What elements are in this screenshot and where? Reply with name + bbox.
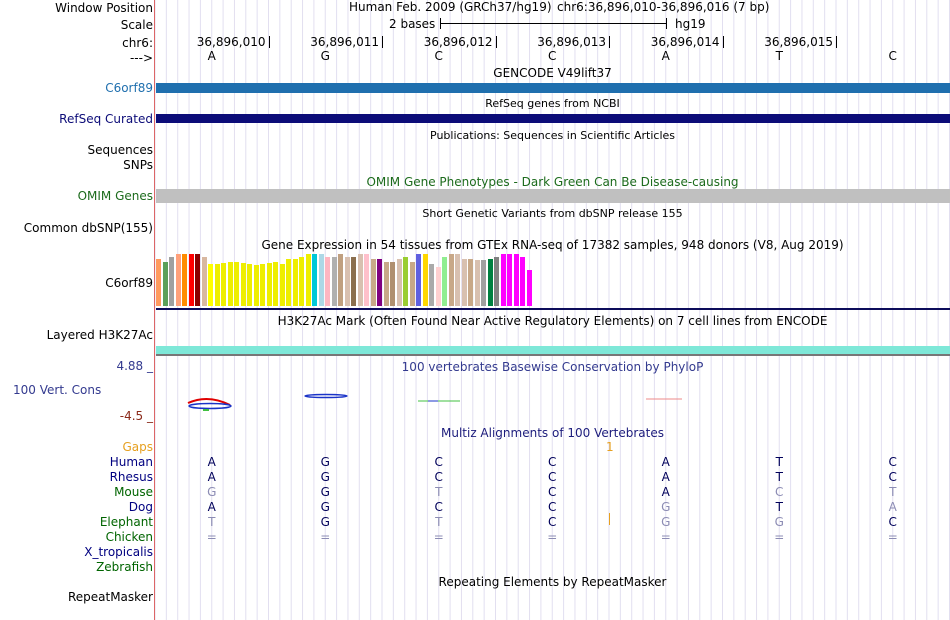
phylop-plot[interactable] <box>156 390 950 420</box>
aligned-base: C <box>548 485 557 499</box>
gtex-tissue-bar[interactable] <box>293 259 298 306</box>
omim-label[interactable]: OMIM Genes <box>77 189 153 203</box>
aligned-base: G <box>207 485 217 499</box>
species-label[interactable]: Dog <box>128 500 153 514</box>
gtex-tissue-bar[interactable] <box>202 257 207 306</box>
aligned-base: G <box>661 515 671 529</box>
gtex-tissue-bar[interactable] <box>468 259 473 306</box>
gtex-tissue-bar[interactable] <box>332 257 337 306</box>
window-position-label: Window Position <box>55 1 153 15</box>
aligned-base: C <box>888 470 897 484</box>
gtex-tissue-bar[interactable] <box>273 262 278 306</box>
gtex-title: Gene Expression in 54 tissues from GTEx RNA-seq of 17382 samples, 948 donors (V8, Aug 2019) <box>261 238 844 252</box>
aligned-base: G <box>320 515 330 529</box>
gtex-tissue-bar[interactable] <box>488 259 493 306</box>
aligned-base: G <box>320 470 330 484</box>
chrom-label: chr6: <box>122 36 153 50</box>
gtex-tissue-bar[interactable] <box>299 257 304 306</box>
scale-db: hg19 <box>675 17 706 31</box>
species-label[interactable]: Mouse <box>114 485 153 499</box>
gtex-tissue-bar[interactable] <box>397 259 402 306</box>
reference-base: T <box>775 49 783 63</box>
aligned-base: C <box>775 485 784 499</box>
dbsnp-label[interactable]: Common dbSNP(155) <box>23 221 153 235</box>
gtex-tissue-bar[interactable] <box>182 254 187 306</box>
species-label[interactable]: Human <box>109 455 153 469</box>
omim-feature[interactable] <box>156 189 950 203</box>
elephant-insertion-mark <box>609 513 610 525</box>
gtex-tissue-bar[interactable] <box>364 254 369 306</box>
aligned-base: = <box>547 530 558 544</box>
species-label[interactable]: Elephant <box>99 515 153 529</box>
gtex-tissue-bar[interactable] <box>507 254 512 306</box>
repeatmasker-title: Repeating Elements by RepeatMasker <box>438 575 667 589</box>
gtex-tissue-bar[interactable] <box>306 254 311 306</box>
reference-base: G <box>320 49 330 63</box>
gtex-tissue-bar[interactable] <box>163 262 168 306</box>
coordinate-tick <box>269 36 270 48</box>
dbsnp-title: Short Genetic Variants from dbSNP release 155 <box>422 207 683 220</box>
coordinate-label: 36,896,012 <box>423 35 493 49</box>
aligned-base: C <box>888 455 897 469</box>
scale-bar <box>440 23 666 24</box>
gencode-label[interactable]: C6orf89 <box>105 81 153 95</box>
gtex-tissue-bar[interactable] <box>384 262 389 306</box>
aligned-base: = <box>206 530 217 544</box>
aligned-base: C <box>548 455 557 469</box>
gtex-tissue-bar[interactable] <box>423 254 428 306</box>
aligned-base: C <box>548 515 557 529</box>
gtex-tissue-bar[interactable] <box>195 254 200 306</box>
phylop-title: 100 vertebrates Basewise Conservation by PhyloP <box>401 360 704 374</box>
gtex-tissue-bar[interactable] <box>416 254 421 306</box>
aligned-base: A <box>888 500 897 514</box>
gtex-tissue-bar[interactable] <box>176 254 181 306</box>
scale-bar-left-tick <box>440 18 441 29</box>
aligned-base: A <box>207 470 216 484</box>
coordinate-label: 36,896,015 <box>764 35 833 49</box>
aligned-base: A <box>661 470 670 484</box>
coordinate-label: 36,896,014 <box>650 35 720 49</box>
gtex-tissue-bar[interactable] <box>286 259 291 306</box>
aligned-base: T <box>775 500 783 514</box>
reference-base: C <box>548 49 557 63</box>
gtex-label[interactable]: C6orf89 <box>105 276 153 290</box>
aligned-base: A <box>661 455 670 469</box>
gtex-tissue-bar[interactable] <box>494 257 499 306</box>
refseq-gene-feature[interactable] <box>156 114 950 123</box>
refseq-label[interactable]: RefSeq Curated <box>59 112 153 126</box>
aligned-base: A <box>661 485 670 499</box>
gtex-tissue-bar[interactable] <box>390 262 395 306</box>
species-label[interactable]: X_tropicalis <box>84 545 153 559</box>
species-label[interactable]: Chicken <box>105 530 153 544</box>
gtex-tissue-bar[interactable] <box>462 259 467 306</box>
gtex-tissue-bar[interactable] <box>215 264 220 306</box>
gtex-tissue-bar[interactable] <box>520 257 525 306</box>
gaps-label[interactable]: Gaps <box>122 440 153 454</box>
gtex-expression-bars[interactable] <box>156 254 536 306</box>
h3k27ac-baseline <box>156 354 950 356</box>
gap-count: 1 <box>606 440 614 454</box>
gtex-tissue-bar[interactable] <box>449 254 454 306</box>
phylop-ymax: 4.88 _ <box>116 359 153 373</box>
gtex-tissue-bar[interactable] <box>312 254 317 306</box>
repeatmasker-label[interactable]: RepeatMasker <box>67 590 153 604</box>
gtex-tissue-bar[interactable] <box>410 262 415 306</box>
gtex-tissue-bar[interactable] <box>247 264 252 306</box>
gtex-tissue-bar[interactable] <box>260 264 265 306</box>
aligned-base: T <box>208 515 216 529</box>
aligned-base: C <box>888 515 897 529</box>
gtex-tissue-bar[interactable] <box>345 257 350 306</box>
strand-arrow-label: ---> <box>129 51 153 65</box>
aligned-base: G <box>661 500 671 514</box>
coordinate-tick <box>496 36 497 48</box>
aligned-base: C <box>548 470 557 484</box>
track-left-border <box>154 0 155 620</box>
species-label[interactable]: Zebrafish <box>96 560 153 574</box>
aligned-base: A <box>207 500 216 514</box>
aligned-base: A <box>207 455 216 469</box>
aligned-base: G <box>320 500 330 514</box>
gtex-tissue-bar[interactable] <box>208 264 213 306</box>
reference-base: A <box>661 49 670 63</box>
aligned-base: = <box>774 530 785 544</box>
h3k27ac-title: H3K27Ac Mark (Often Found Near Active Regulatory Elements) on 7 cell lines from ENCODE <box>277 314 828 328</box>
aligned-base: = <box>660 530 671 544</box>
scale-label: Scale <box>120 18 153 32</box>
reference-base: A <box>207 49 216 63</box>
coordinate-tick <box>723 36 724 48</box>
aligned-base: T <box>435 485 443 499</box>
gtex-tissue-bar[interactable] <box>403 257 408 306</box>
refseq-title: RefSeq genes from NCBI <box>485 97 620 110</box>
gencode-gene-feature[interactable] <box>156 83 950 93</box>
aligned-base: T <box>775 455 783 469</box>
sequences-label[interactable]: Sequences <box>87 143 153 157</box>
multiz-title: Multiz Alignments of 100 Vertebrates <box>440 426 665 440</box>
gtex-tissue-bar[interactable] <box>169 257 174 306</box>
coordinate-label: 36,896,011 <box>310 35 379 49</box>
aligned-base: C <box>434 500 443 514</box>
omim-title: OMIM Gene Phenotypes - Dark Green Can Be Disease-causing <box>366 175 739 189</box>
gtex-tissue-bar[interactable] <box>481 260 486 306</box>
coordinate-label: 36,896,013 <box>537 35 606 49</box>
phylop-ymin: -4.5 _ <box>119 409 153 423</box>
aligned-base: C <box>434 470 443 484</box>
gtex-tissue-bar[interactable] <box>280 264 285 306</box>
gtex-tissue-bar[interactable] <box>156 259 161 306</box>
scale-bar-right-tick <box>666 18 667 29</box>
gtex-tissue-bar[interactable] <box>338 254 343 306</box>
aligned-base: C <box>434 455 443 469</box>
gtex-tissue-bar[interactable] <box>429 264 434 306</box>
gtex-tissue-bar[interactable] <box>189 254 194 306</box>
gtex-tissue-bar[interactable] <box>254 265 259 306</box>
gtex-tissue-bar[interactable] <box>351 257 356 306</box>
snps-label[interactable]: SNPs <box>123 158 153 172</box>
gtex-tissue-bar[interactable] <box>241 263 246 306</box>
gtex-tissue-bar[interactable] <box>501 254 506 306</box>
aligned-base: T <box>889 485 897 499</box>
aligned-base: G <box>320 485 330 499</box>
gtex-tissue-bar[interactable] <box>358 254 363 306</box>
gtex-tissue-bar[interactable] <box>325 257 330 306</box>
gtex-tissue-bar[interactable] <box>234 262 239 306</box>
phylop-label[interactable]: 100 Vert. Cons <box>13 383 102 397</box>
coordinate-tick <box>382 36 383 48</box>
assembly-title: Human Feb. 2009 (GRCh37/hg19) <box>349 0 552 14</box>
gtex-tissue-bar[interactable] <box>221 263 226 306</box>
gtex-tissue-bar[interactable] <box>527 270 532 306</box>
reference-base: C <box>888 49 897 63</box>
gtex-tissue-bar[interactable] <box>442 257 447 306</box>
gencode-title: GENCODE V49lift37 <box>493 66 612 80</box>
gtex-tissue-bar[interactable] <box>371 259 376 306</box>
aligned-base: = <box>320 530 331 544</box>
scale-text: 2 bases <box>389 17 436 31</box>
gtex-tissue-bar[interactable] <box>514 254 519 306</box>
aligned-base: T <box>775 470 783 484</box>
gtex-tissue-bar[interactable] <box>267 263 272 306</box>
gtex-tissue-bar[interactable] <box>455 254 460 306</box>
h3k27ac-signal[interactable] <box>156 346 950 354</box>
aligned-base: = <box>433 530 444 544</box>
aligned-base: = <box>887 530 898 544</box>
reference-base: C <box>434 49 443 63</box>
position-text[interactable]: chr6:36,896,010-36,896,016 (7 bp) <box>557 0 770 14</box>
coordinate-label: 36,896,010 <box>196 35 266 49</box>
coordinate-tick <box>836 36 837 48</box>
gtex-tissue-bar[interactable] <box>377 259 382 306</box>
gtex-tissue-bar[interactable] <box>319 254 324 306</box>
gtex-tissue-bar[interactable] <box>436 267 441 306</box>
gtex-tissue-bar[interactable] <box>228 262 233 306</box>
aligned-base: T <box>435 515 443 529</box>
gtex-tissue-bar[interactable] <box>475 260 480 306</box>
publications-title: Publications: Sequences in Scientific Articles <box>430 129 675 142</box>
aligned-base: C <box>548 500 557 514</box>
species-label[interactable]: Rhesus <box>109 470 153 484</box>
aligned-base: G <box>774 515 784 529</box>
h3k27ac-label[interactable]: Layered H3K27Ac <box>46 328 153 342</box>
gtex-baseline <box>156 308 950 310</box>
coordinate-tick <box>609 36 610 48</box>
aligned-base: G <box>320 455 330 469</box>
